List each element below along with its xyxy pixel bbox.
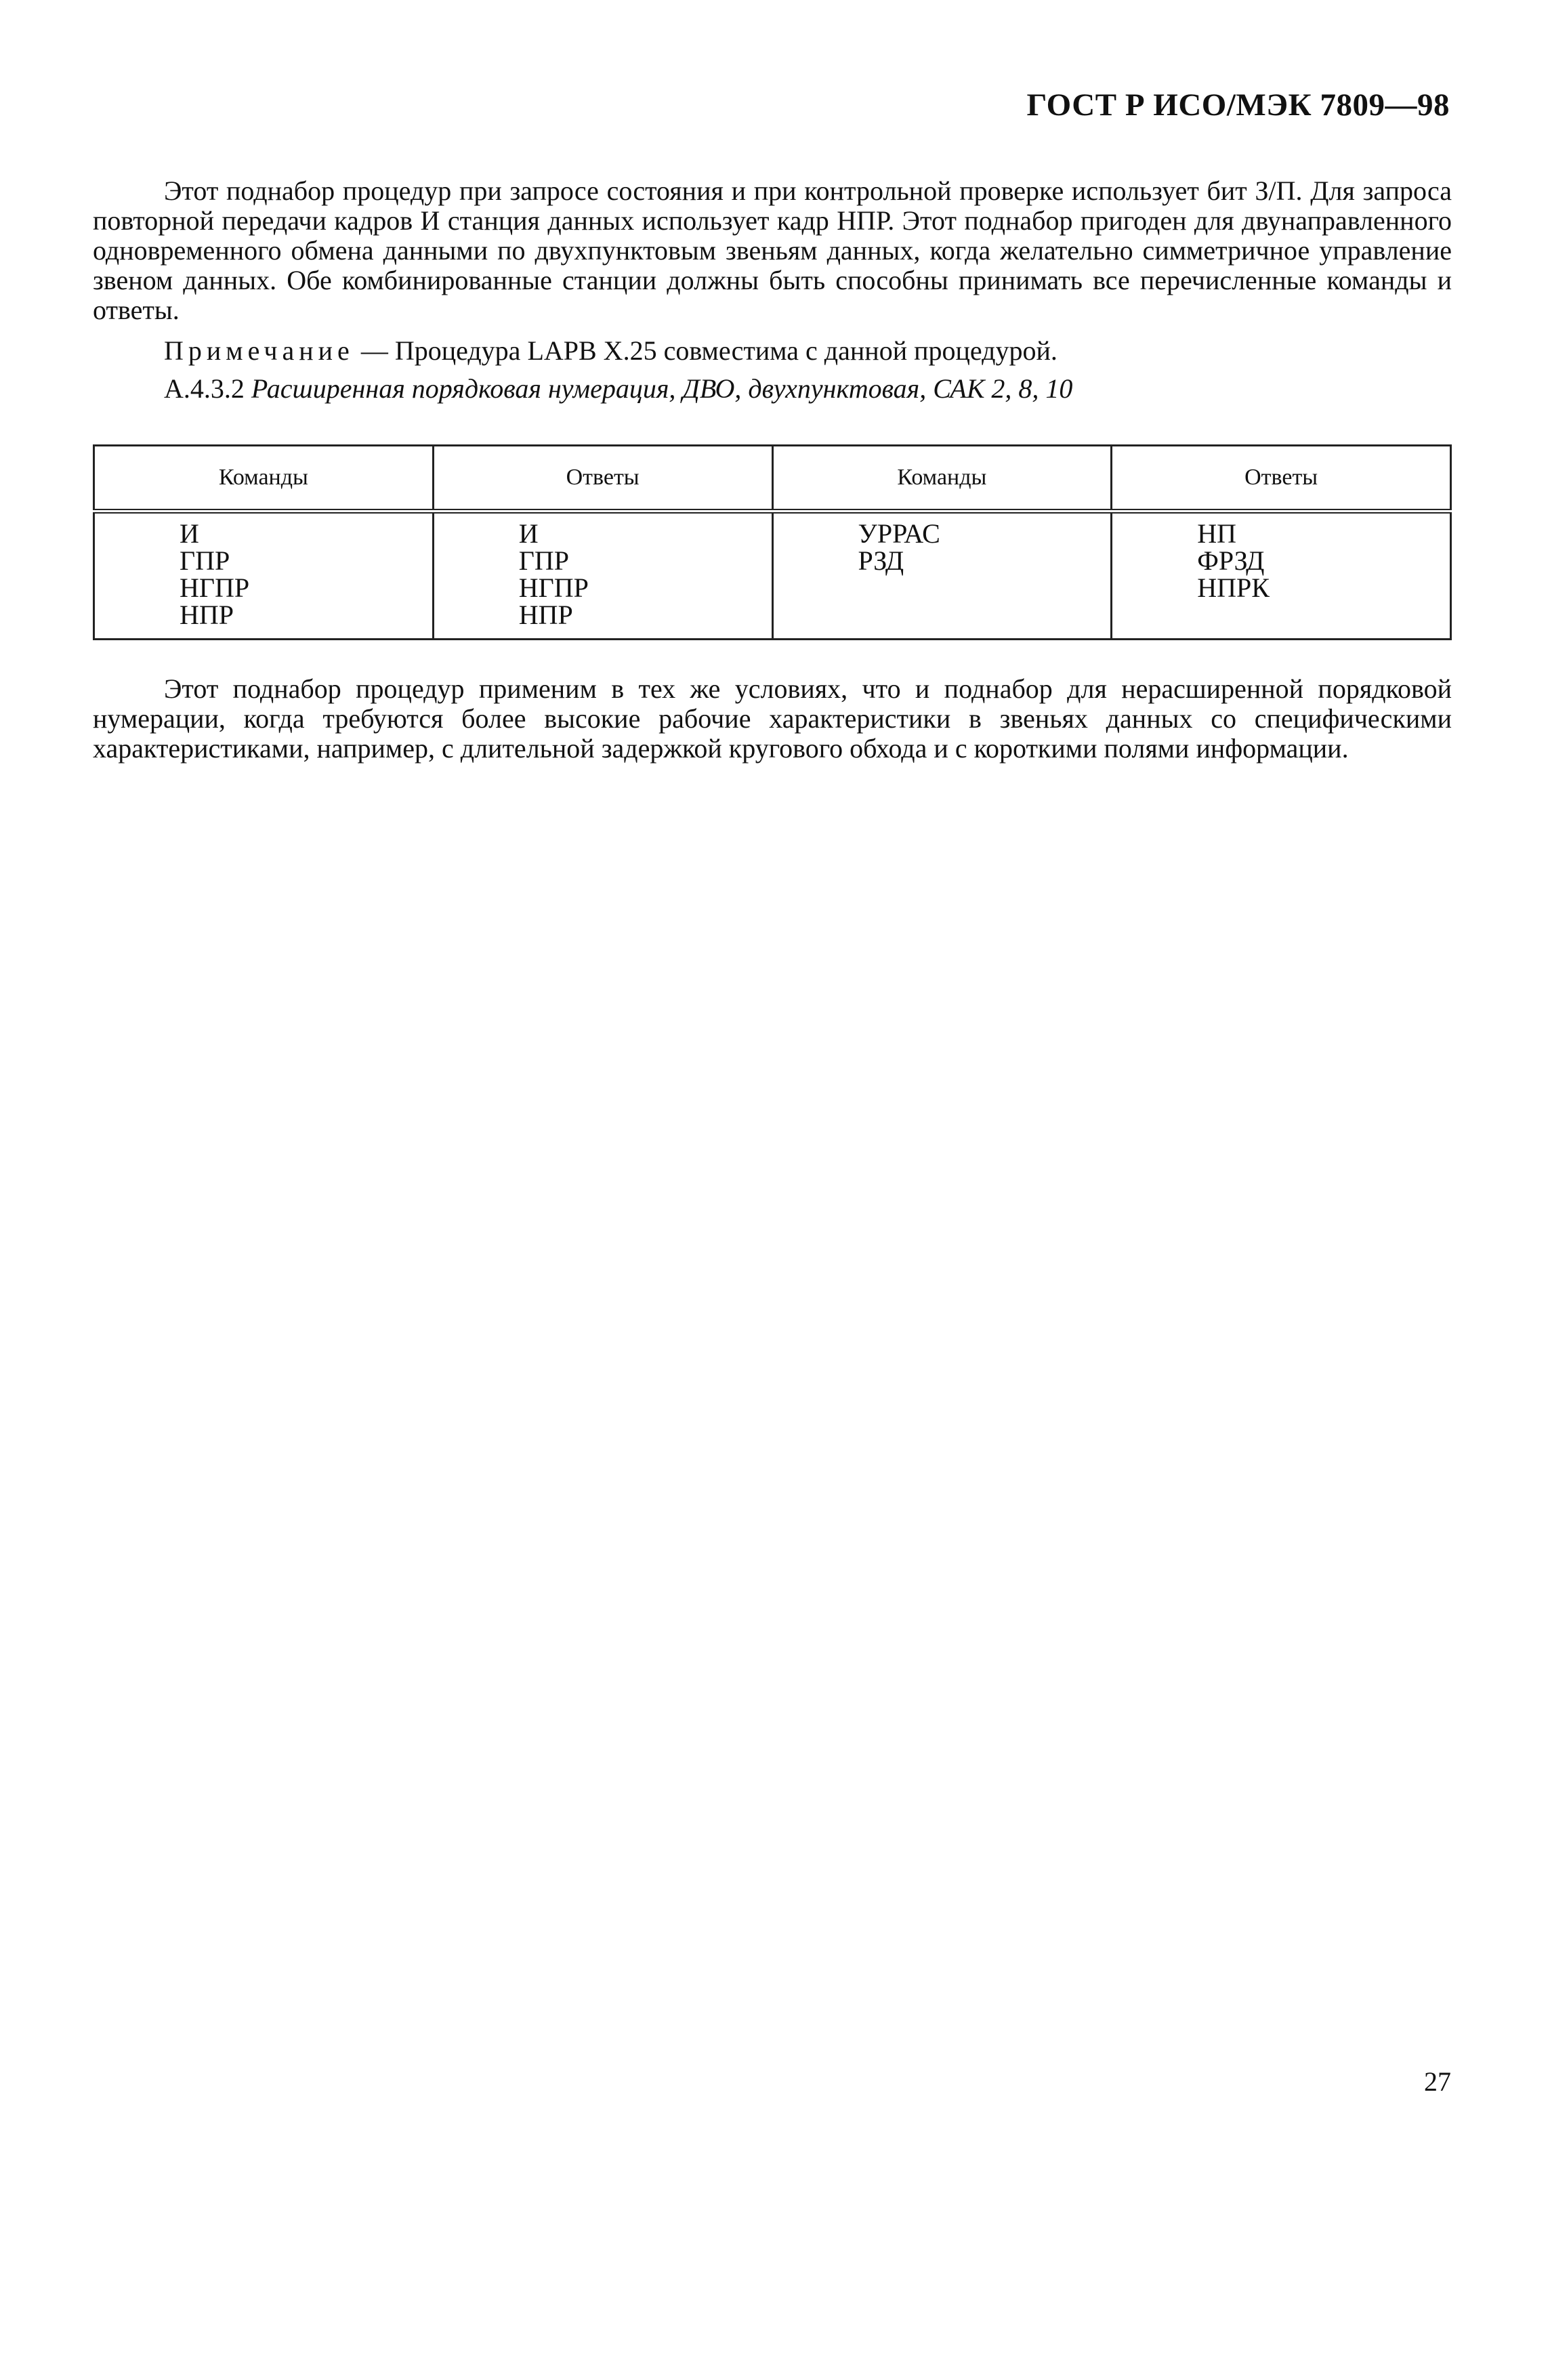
table-cell-item: И: [180, 518, 199, 549]
note-label: Примечание: [164, 335, 354, 366]
table-cell-item: ГПР: [180, 545, 230, 576]
table-cell-responses-2: [1112, 512, 1451, 640]
paragraph-extended-numbering: Этот поднабор процедур применим в тех же условиях, что и поднабор для нерасширенной порядковой нумерации, когда требуются более высокие рабочие характеристики в звеньях данных со специфическими характеристиками, например, с длительной задержкой кругового обхода и с короткими полями информации.: [93, 673, 1452, 764]
paragraph-intro: Этот поднабор процедур при запросе состояния и при контрольной проверке использует бит З/П. Для запроса повторной передачи кадров И станция данных использует кадр НПР. Этот поднабор пригоден для двунаправленного одновременного обмена данными по двухпунктовым звеньям данных, когда желательно симметричное управление звеном данных. Обе комбинированные станции должны быть способны принимать все перечисленные команды и ответы.: [93, 175, 1452, 325]
table-row: [94, 512, 1451, 640]
table-cell-item: И: [518, 518, 539, 549]
page-number: 27: [1424, 2066, 1451, 2097]
table-cell-item: УРРАС: [858, 518, 940, 549]
subsection-heading: [93, 374, 1452, 404]
commands-responses-table: [93, 444, 1452, 640]
table-cell-item: НГПР: [518, 572, 589, 603]
table-cell-item: ГПР: [518, 545, 570, 576]
table-cell-item: НПР: [518, 600, 573, 630]
note-text: — Процедура LAPB X.25 совместима с данной процедурой.: [354, 335, 1057, 366]
note: [93, 336, 1452, 366]
table-cell-item: НГПР: [180, 572, 250, 603]
table-cell-item: НП: [1197, 518, 1237, 549]
subsection-title: Расширенная порядковая нумерация, ДВО, двухпунктовая, САК 2, 8, 10: [251, 373, 1073, 404]
subsection-number: А.4.3.2: [164, 373, 251, 404]
document-header-title: ГОСТ Р ИСО/МЭК 7809—98: [1026, 87, 1450, 123]
table-header-responses-1: Ответы: [433, 446, 772, 512]
table-cell-responses-1: [433, 512, 772, 640]
table-header-row: [94, 446, 1451, 512]
table-header-commands-2: Команды: [772, 446, 1112, 512]
page-body: [93, 176, 1452, 764]
table-cell-item: НПРК: [1197, 572, 1270, 603]
table-cell-item: ФРЗД: [1197, 545, 1265, 576]
table-cell-commands-2: [772, 512, 1112, 640]
table-cell-item: НПР: [180, 600, 234, 630]
table-header-commands-1: Команды: [94, 446, 434, 512]
table-header-responses-2: Ответы: [1112, 446, 1451, 512]
table-cell-commands-1: [94, 512, 434, 640]
table-cell-item: РЗД: [858, 545, 904, 576]
